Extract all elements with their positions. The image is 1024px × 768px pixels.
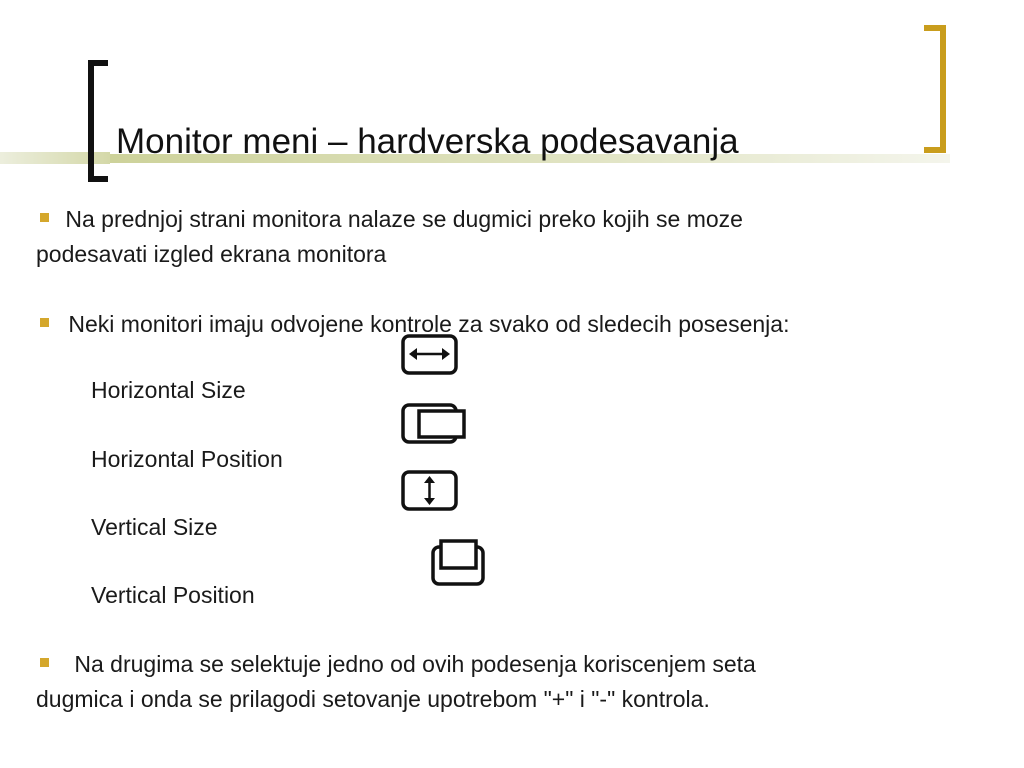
bullet-2-line-1: Neki monitori imaju odvojene kontrole za svako od sledecih posesenja: <box>68 311 790 337</box>
bullet-3-line-1: Na drugima se selektuje jedno od ovih podesenja koriscenjem seta <box>74 651 756 677</box>
bullet-marker <box>40 318 49 327</box>
control-label-horizontal-size: Horizontal Size <box>91 377 246 403</box>
control-label-vertical-size: Vertical Size <box>91 514 218 540</box>
bullet-3-line-2: dugmica i onda se prilagodi setovanje upotrebom "+" i "-" kontrola. <box>36 686 710 712</box>
right-bracket-decoration <box>924 25 946 153</box>
left-bracket-decoration <box>88 60 108 182</box>
slide-title: Monitor meni – hardverska podesavanja <box>116 122 739 161</box>
bullet-marker <box>40 213 49 222</box>
bullet-1-line-2: podesavati izgled ekrana monitora <box>36 241 387 267</box>
vertical-position-icon <box>430 538 486 588</box>
bullet-3 <box>40 647 756 682</box>
horizontal-position-icon <box>401 402 469 444</box>
bullet-1 <box>40 202 743 237</box>
bullet-marker <box>40 658 49 667</box>
control-label-horizontal-position: Horizontal Position <box>91 446 283 472</box>
control-label-vertical-position: Vertical Position <box>91 582 255 608</box>
vertical-size-icon <box>401 469 459 513</box>
horizontal-size-icon <box>401 333 459 377</box>
bullet-1-line-1: Na prednjoj strani monitora nalaze se dugmici preko kojih se moze <box>65 206 743 232</box>
